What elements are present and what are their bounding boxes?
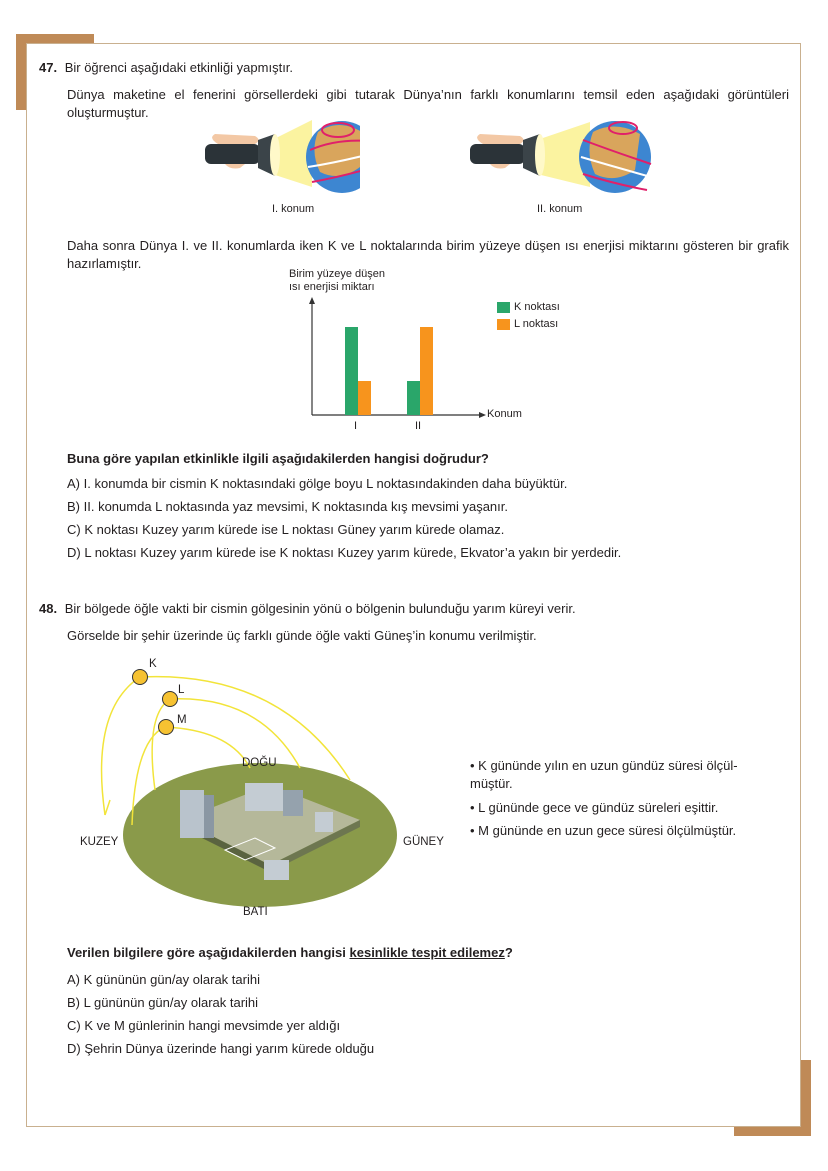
option-label: D) — [67, 545, 81, 560]
q48-option-c[interactable] — [67, 1018, 340, 1033]
question-number: 48. — [39, 601, 58, 616]
direction-north: KUZEY — [80, 836, 119, 848]
direction-south: GÜNEY — [403, 836, 444, 848]
question-47-paragraph-2: Daha sonra Dünya I. ve II. konumlarda iken K ve L noktalarında birim yüzeye düşen ısı enerjisi miktarını gösteren bir grafik hazırlamıştır. — [67, 238, 789, 271]
question-intro: Bir bölgede öğle vakti bir cismin gölgesinin yönü o bölgenin bulunduğu yarım küreyi verir. — [64, 601, 576, 616]
option-text: K noktası Kuzey yarım kürede ise L noktası Güney yarım kürede olamaz. — [84, 522, 505, 537]
q47-option-a[interactable] — [67, 476, 567, 491]
flashlight-globe-icon — [465, 112, 655, 197]
question-number: 47. — [39, 60, 58, 75]
q48-option-d[interactable] — [67, 1041, 374, 1056]
sun-position-diagram — [60, 650, 460, 930]
legend-label-k: K noktası — [514, 301, 560, 313]
legend-swatch-k — [497, 302, 510, 313]
question-47-prompt: Buna göre yapılan etkinlikle ilgili aşağıdakilerden hangisi doğrudur? — [67, 451, 489, 466]
info-bullet-m: • M gününde en uzun gece süresi ölçülmüştür. — [470, 823, 737, 838]
bar-k-position-2 — [407, 381, 420, 415]
q47-option-b[interactable] — [67, 499, 508, 514]
sun-l-icon — [163, 692, 178, 707]
question-47-paragraph-1: Dünya maketine el fenerini görsellerdeki gibi tutarak Dünya’nın farklı konumlarını temsil eden aşağıdaki görüntüleri oluşturmuştur. — [67, 87, 789, 120]
sun-label-l: L — [178, 684, 185, 696]
sun-m-icon — [159, 720, 174, 735]
sun-label-k: K — [149, 658, 157, 670]
question-48-header — [39, 600, 576, 618]
legend-label-l: L noktası — [514, 318, 559, 330]
direction-west: BATI — [243, 906, 268, 918]
option-label: A) — [67, 476, 80, 491]
chart-y-axis-label — [289, 268, 385, 294]
bar-chart — [300, 295, 490, 435]
bullet-text: M gününde en uzun gece süresi ölçülmüştür. — [478, 823, 737, 838]
option-label: B) — [67, 995, 80, 1010]
direction-east: DOĞU — [242, 757, 277, 769]
sun-label-m: M — [177, 714, 187, 726]
question-intro: Bir öğrenci aşağıdaki etkinliği yapmıştır. — [64, 60, 294, 75]
flashlight-globe-icon — [200, 112, 360, 197]
question-47-header — [39, 59, 293, 77]
sun-k-icon — [133, 670, 148, 685]
info-bullet-k: • K gününde yılın en uzun gündüz süresi ölçül-müştür. — [470, 758, 738, 791]
option-label: C) — [67, 1018, 81, 1033]
chart-x-tick-1: I — [354, 420, 358, 432]
option-text: K ve M günlerinin hangi mevsimde yer aldığı — [84, 1018, 341, 1033]
bar-k-position-1 — [345, 327, 358, 415]
option-text: II. konumda L noktasında yaz mevsimi, K noktasında kış mevsimi yaşanır. — [83, 499, 508, 514]
figure-caption-position-1: I. konum — [272, 203, 315, 215]
option-text: I. konumda bir cismin K noktasındaki gölge boyu L noktasındakinden daha büyüktür. — [83, 476, 568, 491]
option-text: K gününün gün/ay olarak tarihi — [83, 972, 260, 987]
option-label: D) — [67, 1041, 81, 1056]
q48-option-b[interactable] — [67, 995, 258, 1010]
q47-option-d[interactable] — [67, 545, 621, 560]
legend-item-l — [497, 318, 558, 331]
question-48-prompt — [67, 944, 513, 962]
prompt-end: ? — [504, 945, 513, 960]
prompt-emphasis: kesinlikle tespit edilemez — [349, 945, 505, 960]
figure-caption-position-2: II. konum — [537, 203, 583, 215]
info-bullet-l: • L gününde gece ve gündüz süreleri eşittir. — [470, 800, 719, 815]
option-label: A) — [67, 972, 80, 987]
legend-swatch-l — [497, 319, 510, 330]
prompt-text: Verilen bilgilere göre aşağıdakilerden hangisi — [67, 945, 350, 960]
option-label: B) — [67, 499, 80, 514]
q47-option-c[interactable] — [67, 522, 504, 537]
chart-y-label-line-1: Birim yüzeye düşen — [289, 268, 385, 280]
bar-l-position-2 — [420, 327, 433, 415]
bar-l-position-1 — [358, 381, 371, 415]
legend-item-k — [497, 301, 560, 314]
option-text: Şehrin Dünya üzerinde hangi yarım kürede olduğu — [84, 1041, 375, 1056]
option-text: L gününün gün/ay olarak tarihi — [83, 995, 259, 1010]
bullet-text: K gününde yılın en uzun gündüz süresi ölçül-müştür. — [470, 758, 738, 791]
chart-x-tick-2: II — [415, 420, 422, 432]
q48-option-a[interactable] — [67, 972, 260, 987]
chart-y-label-line-2: ısı enerjisi miktarı — [289, 281, 375, 293]
option-label: C) — [67, 522, 81, 537]
bullet-text: L gününde gece ve gündüz süreleri eşittir. — [478, 800, 719, 815]
chart-x-axis-label: Konum — [487, 408, 522, 420]
question-48-paragraph: Görselde bir şehir üzerinde üç farklı günde öğle vakti Güneş’in konumu verilmiştir. — [67, 628, 537, 643]
page-frame — [26, 43, 801, 1127]
option-text: L noktası Kuzey yarım kürede ise K noktası Kuzey yarım kürede, Ekvator’a yakın bir yerdedir. — [84, 545, 622, 560]
